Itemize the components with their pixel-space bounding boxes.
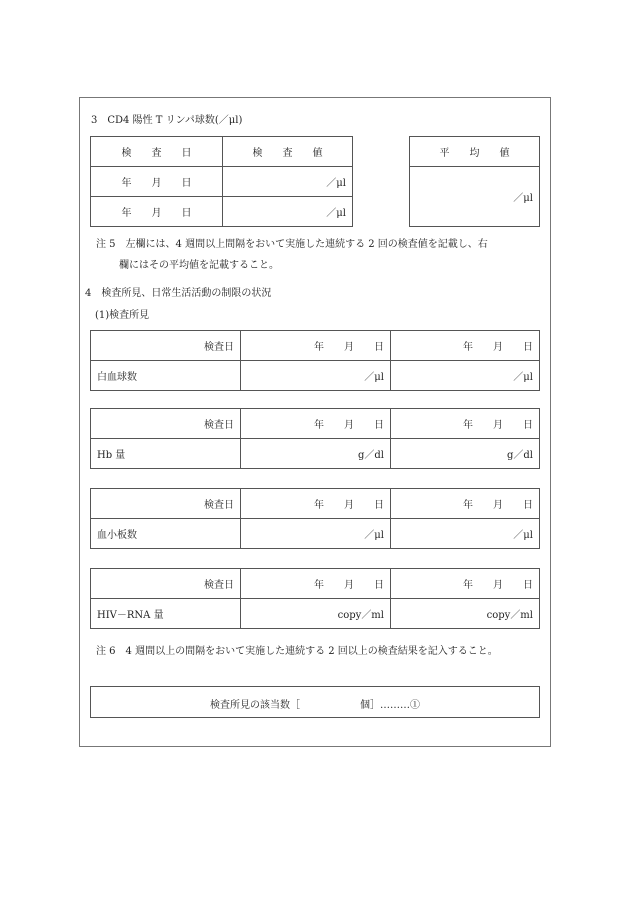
exam-date-label: 検査日 (91, 569, 241, 599)
exam-date-label: 検査日 (91, 409, 241, 439)
summary-box (90, 686, 540, 718)
exam-date-1[interactable]: 年 月 日 (241, 489, 391, 519)
exam-block-hiv-rna (90, 568, 540, 629)
note5-line2: 欄にはその平均値を記載すること。 (119, 260, 279, 271)
exam-value-2[interactable]: ／μl (391, 519, 540, 549)
exam-block-wbc (90, 330, 540, 391)
exam-item-label: 血小板数 (91, 519, 241, 549)
exam-date-label: 検査日 (91, 331, 241, 361)
cd4-col-value-header: 検 査 値 (223, 137, 353, 167)
cd4-row2-date[interactable]: 年 月 日 (91, 197, 223, 227)
exam-value-2[interactable]: ／μl (391, 361, 540, 391)
section4-heading: 4 検査所見、日常生活活動の制限の状況 (85, 288, 272, 299)
cd4-row1-value[interactable]: ／μl (223, 167, 353, 197)
cd4-average-table (409, 136, 540, 227)
exam-block-platelet (90, 488, 540, 549)
cd4-row1-date[interactable]: 年 月 日 (91, 167, 223, 197)
exam-date-1[interactable]: 年 月 日 (241, 331, 391, 361)
exam-value-1[interactable]: copy／ml (241, 599, 391, 629)
exam-block-hb (90, 408, 540, 469)
exam-value-1[interactable]: ／μl (241, 361, 391, 391)
exam-item-label: 白血球数 (91, 361, 241, 391)
section3-heading: 3 CD4 陽性 T リンパ球数(／μl) (91, 115, 243, 126)
cd4-average-header: 平 均 値 (410, 137, 540, 167)
exam-date-1[interactable]: 年 月 日 (241, 569, 391, 599)
exam-item-label: Hb 量 (91, 439, 241, 469)
exam-date-label: 検査日 (91, 489, 241, 519)
exam-value-1[interactable]: ／μl (241, 519, 391, 549)
note5-line1: 注 5 左欄には、4 週間以上間隔をおいて実施した連続する 2 回の検査値を記載し、右 (96, 239, 488, 250)
section4-subheading: (1)検査所見 (95, 310, 150, 321)
summary-text[interactable]: 検査所見の該当数［ 個］………① (210, 700, 420, 711)
cd4-row2-value[interactable]: ／μl (223, 197, 353, 227)
exam-value-1[interactable]: g／dl (241, 439, 391, 469)
cd4-table (90, 136, 353, 227)
cd4-average-value[interactable]: ／μl (410, 167, 540, 227)
exam-date-2[interactable]: 年 月 日 (391, 409, 540, 439)
exam-item-label: HIV－RNA 量 (91, 599, 241, 629)
cd4-col-date-header: 検 査 日 (91, 137, 223, 167)
exam-date-2[interactable]: 年 月 日 (391, 569, 540, 599)
exam-date-2[interactable]: 年 月 日 (391, 489, 540, 519)
exam-date-1[interactable]: 年 月 日 (241, 409, 391, 439)
note6: 注 6 4 週間以上の間隔をおいて実施した連続する 2 回以上の検査結果を記入すること。 (96, 646, 498, 657)
exam-date-2[interactable]: 年 月 日 (391, 331, 540, 361)
exam-value-2[interactable]: copy／ml (391, 599, 540, 629)
exam-value-2[interactable]: g／dl (391, 439, 540, 469)
